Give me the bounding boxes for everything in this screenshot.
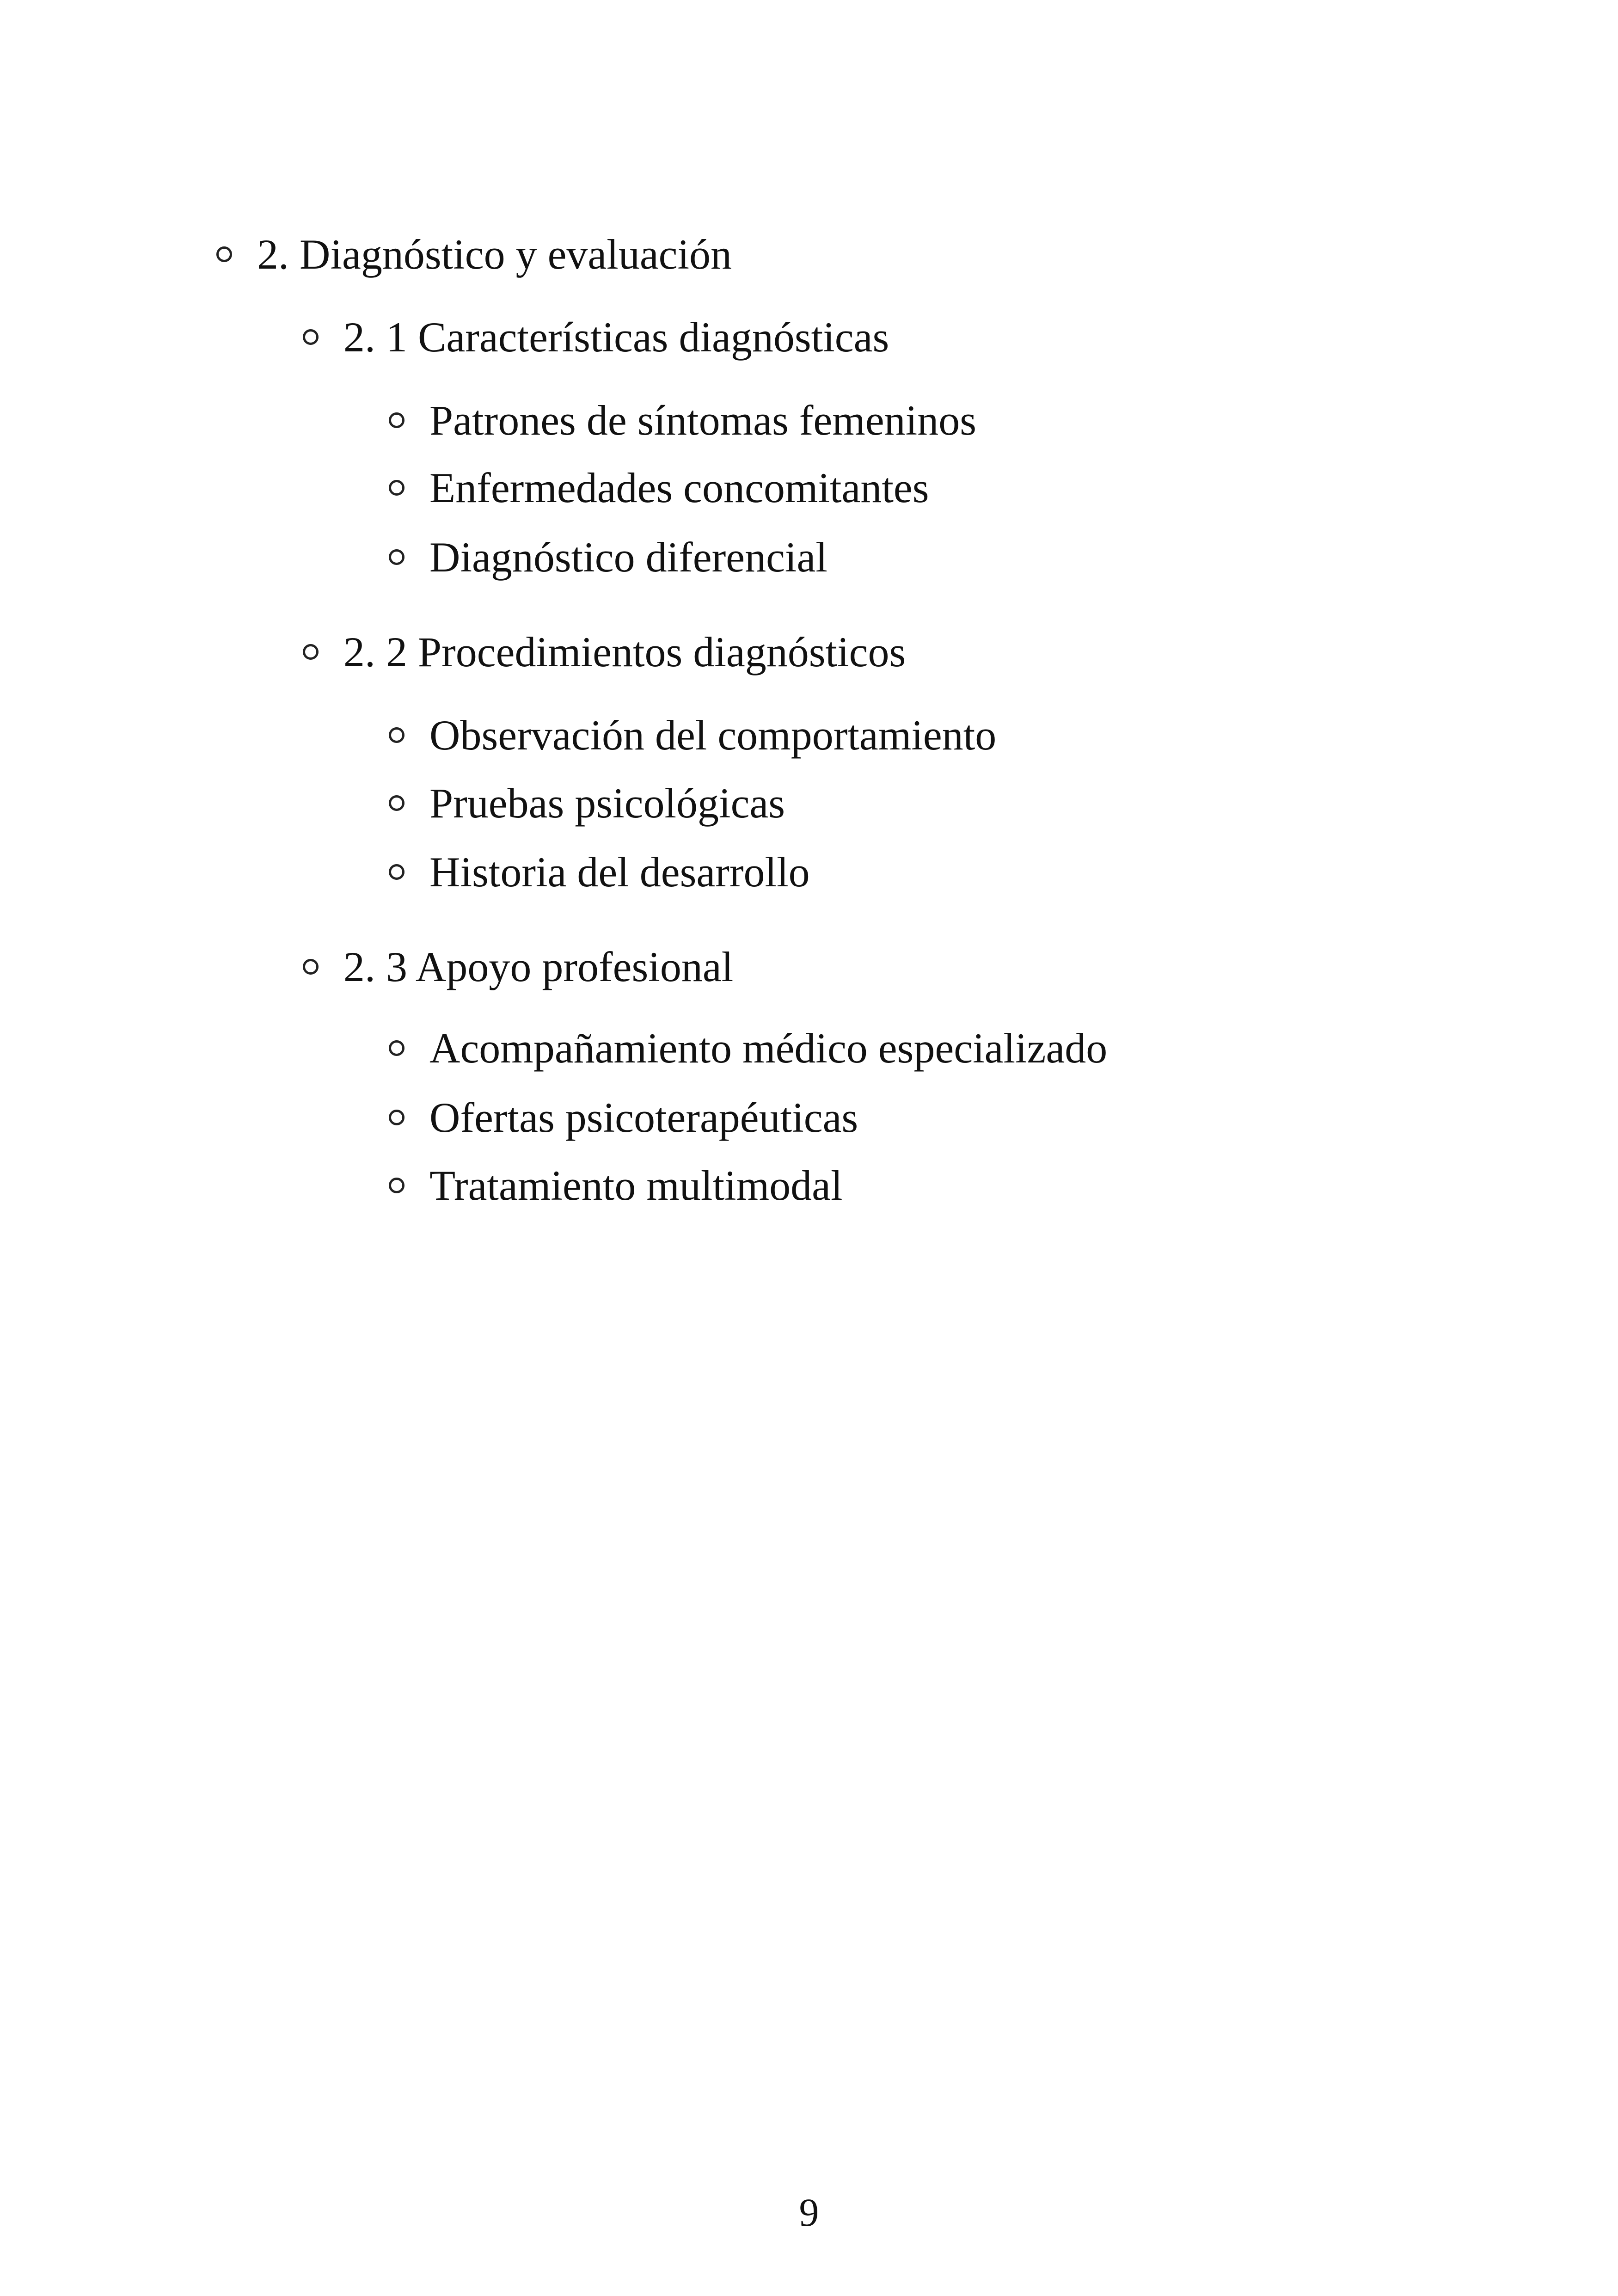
outline-item-label: Patrones de síntomas femeninos	[429, 397, 977, 444]
hollow-circle-bullet-icon	[389, 480, 404, 496]
hollow-circle-bullet-icon	[389, 412, 404, 428]
subsection-heading: 2. 3 Apoyo profesional	[343, 943, 734, 990]
hollow-circle-bullet-icon	[389, 1110, 404, 1125]
outline-item-label: Enfermedades concomitantes	[429, 464, 929, 511]
hollow-circle-bullet-icon	[389, 549, 404, 565]
outline-item	[389, 390, 976, 450]
outline-item	[389, 527, 827, 587]
outline-item-label: Historia del desarrollo	[429, 848, 810, 896]
outline-item-label: Tratamiento multimodal	[429, 1162, 843, 1209]
outline-item-label: Acompañamiento médico especializado	[429, 1025, 1108, 1072]
outline-item	[389, 1087, 858, 1148]
hollow-circle-bullet-icon	[389, 1040, 404, 1056]
hollow-circle-bullet-icon	[216, 246, 232, 262]
outline-item-label: Pruebas psicológicas	[429, 780, 785, 827]
outline-item-subsection	[303, 622, 906, 682]
outline-item-label: Diagnóstico diferencial	[429, 534, 827, 581]
section-heading: 2. Diagnóstico y evaluación	[257, 231, 732, 278]
outline-item	[389, 773, 785, 833]
page-number: 9	[799, 2190, 819, 2235]
subsection-heading: 2. 1 Características diagnósticas	[343, 313, 889, 361]
hollow-circle-bullet-icon	[303, 329, 319, 345]
hollow-circle-bullet-icon	[303, 644, 319, 660]
subsection-heading: 2. 2 Procedimientos diagnósticos	[343, 628, 906, 675]
outline-item	[389, 1018, 1107, 1078]
outline-item	[389, 842, 810, 902]
outline-item	[389, 1155, 843, 1216]
hollow-circle-bullet-icon	[389, 864, 404, 880]
outline-item-label: Observación del comportamiento	[429, 712, 997, 759]
outline-item-subsection	[303, 937, 733, 997]
outline-item-label: Ofertas psicoterapéuticas	[429, 1094, 858, 1141]
hollow-circle-bullet-icon	[303, 959, 319, 975]
hollow-circle-bullet-icon	[389, 795, 404, 811]
hollow-circle-bullet-icon	[389, 727, 404, 743]
outline-item-section	[216, 224, 732, 284]
outline-item	[389, 705, 996, 765]
hollow-circle-bullet-icon	[389, 1178, 404, 1193]
outline-item-subsection	[303, 307, 889, 367]
outline-item	[389, 458, 929, 518]
